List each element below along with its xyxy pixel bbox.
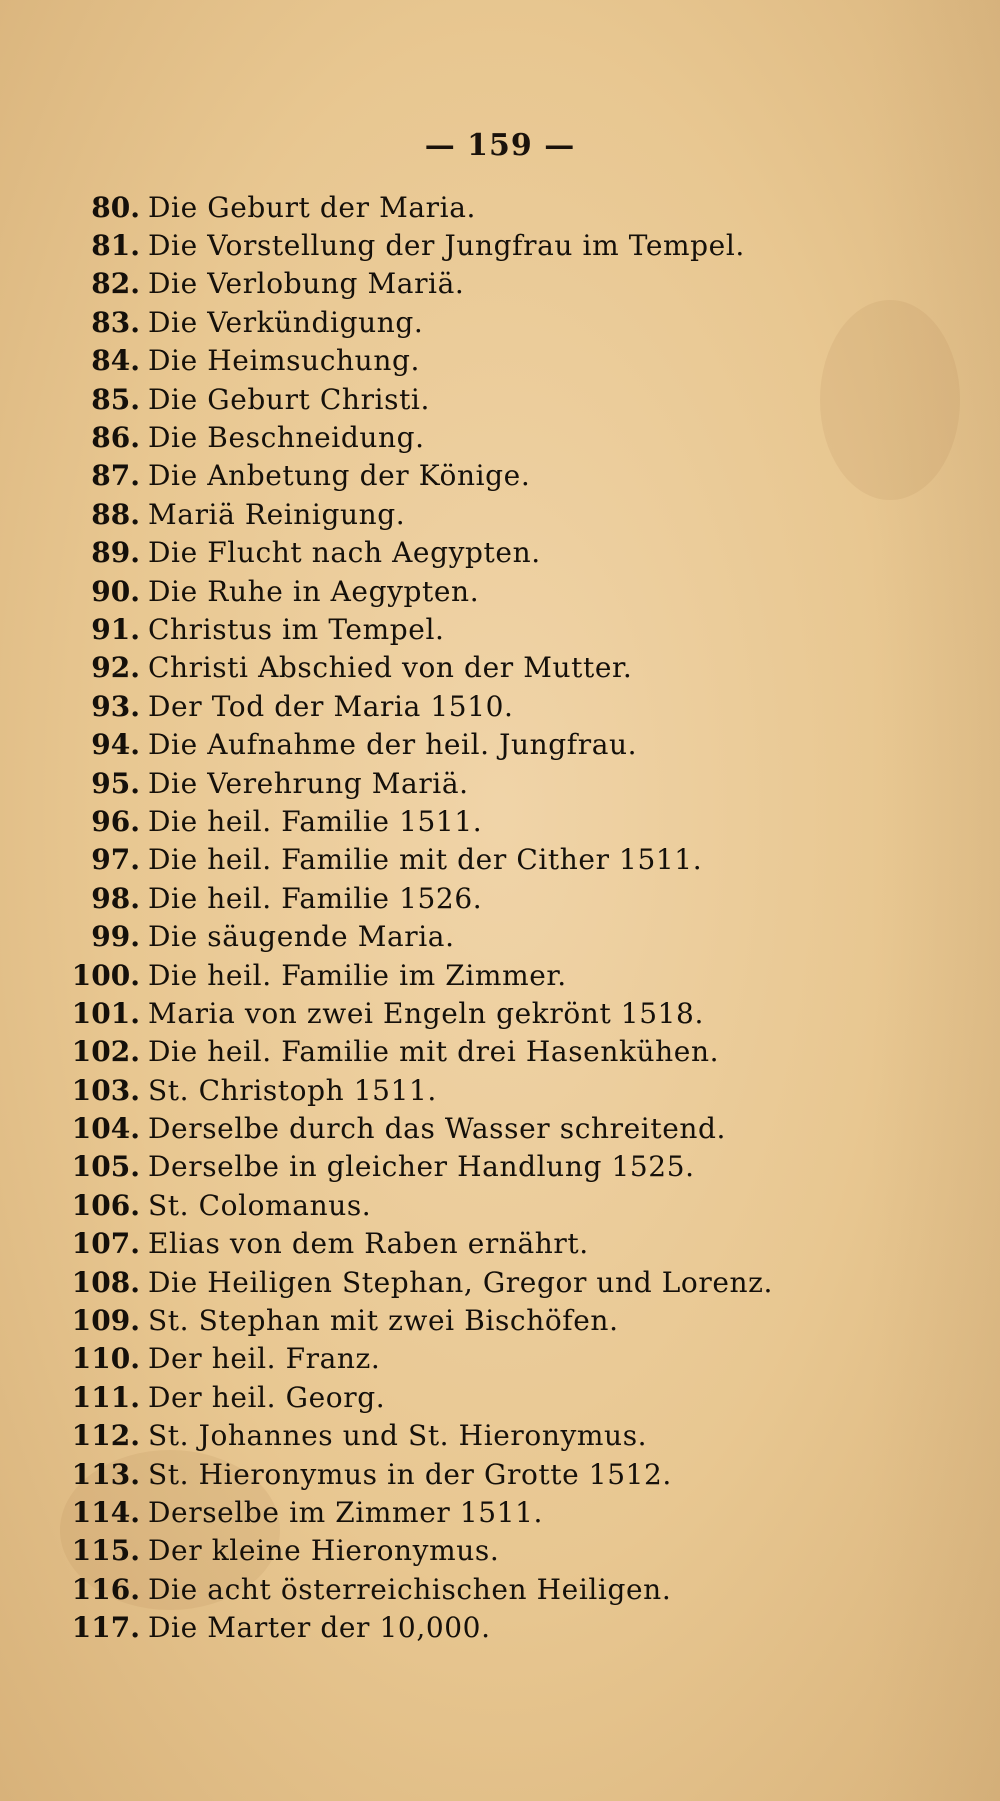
entry-number: 106. <box>71 1188 140 1222</box>
entry-title: Christus im Tempel. <box>148 612 445 646</box>
catalog-entry <box>40 610 940 648</box>
catalog-entry <box>40 649 940 687</box>
entry-number: 81. <box>91 229 140 263</box>
catalog-entry <box>40 841 940 879</box>
entry-title: Die Geburt Christi. <box>148 382 430 416</box>
entry-number: 96. <box>91 804 140 838</box>
catalog-entry <box>40 1033 940 1071</box>
entry-number: 114. <box>71 1495 140 1529</box>
entry-number: 80. <box>91 190 140 224</box>
entry-number: 105. <box>71 1150 140 1184</box>
catalog-entry <box>40 1417 940 1455</box>
entry-number: 107. <box>71 1227 140 1261</box>
entry-title: Die Verlobung Mariä. <box>148 267 465 301</box>
entry-number: 93. <box>91 689 140 723</box>
catalog-entry <box>40 1378 940 1416</box>
catalog-entry <box>40 1148 940 1186</box>
entry-number: 104. <box>71 1112 140 1146</box>
catalog-entry <box>40 956 940 994</box>
catalog-entry <box>40 1071 940 1109</box>
entry-title: Die Ruhe in Aegypten. <box>148 574 480 608</box>
entry-number: 92. <box>91 651 140 685</box>
catalog-entry <box>40 226 940 264</box>
entry-title: Die Marter der 10,000. <box>148 1611 491 1645</box>
page-number: — 159 — <box>424 128 576 163</box>
catalog-entry <box>40 1570 940 1608</box>
entry-number: 100. <box>71 958 140 992</box>
entry-title: Der Tod der Maria 1510. <box>148 689 514 723</box>
entry-title: St. Christoph 1511. <box>148 1073 437 1107</box>
entry-title: Die Beschneidung. <box>148 421 425 455</box>
catalog-entry <box>40 687 940 725</box>
catalog-entry <box>40 802 940 840</box>
entry-number: 111. <box>71 1380 140 1414</box>
entry-number: 87. <box>91 459 140 493</box>
entry-number: 99. <box>91 920 140 954</box>
catalog-entry <box>40 1301 940 1339</box>
catalog-entry <box>40 1532 940 1570</box>
entry-number: 91. <box>91 612 140 646</box>
entry-number: 86. <box>91 421 140 455</box>
catalog-entry <box>40 1109 940 1147</box>
entry-number: 103. <box>71 1073 140 1107</box>
entry-title: Die säugende Maria. <box>148 920 455 954</box>
catalog-entry <box>40 1263 940 1301</box>
entry-title: Die acht österreichischen Heiligen. <box>148 1572 672 1606</box>
catalog-entry <box>40 380 940 418</box>
entry-title: St. Hieronymus in der Grotte 1512. <box>148 1457 672 1491</box>
catalog-entry <box>40 572 940 610</box>
catalog-entry <box>40 1186 940 1224</box>
catalog-entry <box>40 994 940 1032</box>
entry-number: 90. <box>91 574 140 608</box>
entry-title: Die heil. Familie 1526. <box>148 881 483 915</box>
entry-title: Die Anbetung der Könige. <box>148 459 531 493</box>
catalog-entry <box>40 917 940 955</box>
entry-number: 115. <box>71 1534 140 1568</box>
catalog-entry <box>40 1493 940 1531</box>
entry-title: Mariä Reinigung. <box>148 497 406 531</box>
entry-title: Derselbe in gleicher Handlung 1525. <box>148 1150 695 1184</box>
entry-number: 116. <box>71 1572 140 1606</box>
entry-number: 88. <box>91 497 140 531</box>
entry-number: 82. <box>91 267 140 301</box>
catalog-entry <box>40 418 940 456</box>
catalog-entry <box>40 1455 940 1493</box>
catalog-entry <box>40 1225 940 1263</box>
entry-title: Die heil. Familie im Zimmer. <box>148 958 567 992</box>
catalog-entry <box>40 342 940 380</box>
entry-number: 97. <box>91 843 140 877</box>
entry-title: Christi Abschied von der Mutter. <box>148 651 633 685</box>
entry-title: Die Heimsuchung. <box>148 344 420 378</box>
entry-number: 113. <box>71 1457 140 1491</box>
catalog-entry <box>40 1608 940 1646</box>
entry-title: St. Colomanus. <box>148 1188 372 1222</box>
entry-title: Elias von dem Raben ernährt. <box>148 1227 589 1261</box>
entry-title: Die heil. Familie mit drei Hasenkühen. <box>148 1035 720 1069</box>
entry-title: Die heil. Familie 1511. <box>148 804 483 838</box>
catalog-entry <box>40 265 940 303</box>
entry-title: Die Verehrung Mariä. <box>148 766 469 800</box>
catalog-entry <box>40 1340 940 1378</box>
entry-title: Maria von zwei Engeln gekrönt 1518. <box>148 996 704 1030</box>
entry-title: Der kleine Hieronymus. <box>148 1534 500 1568</box>
entry-title: Derselbe im Zimmer 1511. <box>148 1495 544 1529</box>
entry-number: 84. <box>91 344 140 378</box>
entry-title: Die heil. Familie mit der Cither 1511. <box>148 843 703 877</box>
entry-number: 98. <box>91 881 140 915</box>
catalog-entry-list <box>40 188 940 1647</box>
entry-title: Die Flucht nach Aegypten. <box>148 536 541 570</box>
entry-title: St. Stephan mit zwei Bischöfen. <box>148 1304 619 1338</box>
entry-title: Der heil. Franz. <box>148 1342 381 1376</box>
entry-title: Die Geburt der Maria. <box>148 190 476 224</box>
entry-number: 95. <box>91 766 140 800</box>
catalog-entry <box>40 188 940 226</box>
catalog-entry <box>40 879 940 917</box>
entry-number: 94. <box>91 728 140 762</box>
entry-title: St. Johannes und St. Hieronymus. <box>148 1419 648 1453</box>
entry-title: Derselbe durch das Wasser schreitend. <box>148 1112 727 1146</box>
entry-number: 117. <box>71 1611 140 1645</box>
catalog-entry <box>40 764 940 802</box>
entry-number: 85. <box>91 382 140 416</box>
entry-title: Die Vorstellung der Jungfrau im Tempel. <box>148 229 745 263</box>
catalog-entry <box>40 725 940 763</box>
entry-number: 89. <box>91 536 140 570</box>
entry-number: 108. <box>71 1265 140 1299</box>
entry-number: 112. <box>71 1419 140 1453</box>
catalog-entry <box>40 534 940 572</box>
entry-number: 110. <box>71 1342 140 1376</box>
entry-title: Die Heiligen Stephan, Gregor und Lorenz. <box>148 1265 774 1299</box>
catalog-entry <box>40 303 940 341</box>
entry-number: 83. <box>91 305 140 339</box>
entry-title: Die Aufnahme der heil. Jungfrau. <box>148 728 638 762</box>
entry-number: 109. <box>71 1304 140 1338</box>
entry-number: 102. <box>71 1035 140 1069</box>
entry-number: 101. <box>71 996 140 1030</box>
catalog-entry <box>40 457 940 495</box>
entry-title: Die Verkündigung. <box>148 305 424 339</box>
entry-title: Der heil. Georg. <box>148 1380 386 1414</box>
catalog-entry <box>40 495 940 533</box>
